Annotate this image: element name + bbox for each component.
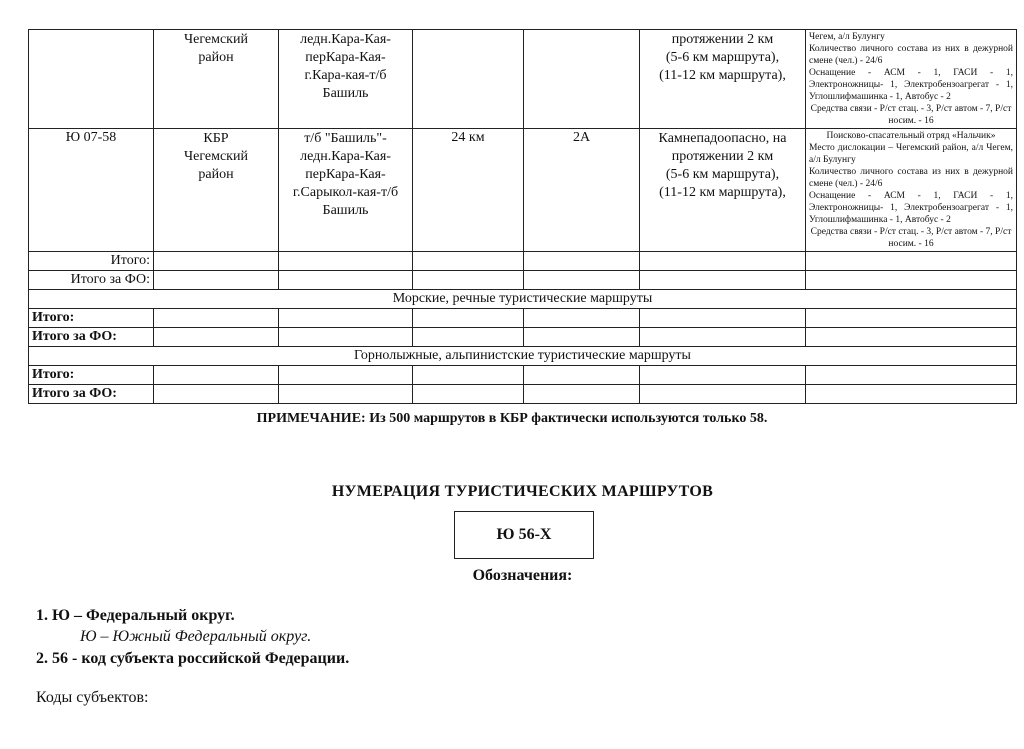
table-row — [29, 309, 1017, 328]
region-cell — [154, 30, 279, 129]
legend-item-2: 2. 56 - код субъекта российской Федерации. — [36, 650, 350, 667]
table-row — [29, 347, 1017, 366]
rescue-comms: Средства связи - Р/ст стац. - 3, Р/ст автом - 7, Р/ст носим. - 16 — [810, 227, 1012, 249]
rescue-cell — [806, 30, 1017, 129]
rescue-comms: Средства связи - Р/ст стац. - 3, Р/ст автом - 7, Р/ст носим. - 16 — [810, 104, 1012, 126]
total-label: Итого: — [29, 252, 154, 271]
route-line: г.Сарыкол-кая-т/б — [292, 185, 399, 200]
section-heading-sea: Морские, речные туристические маршруты — [29, 290, 1017, 309]
legend-item-1-detail: Ю – Южный Федеральный округ. — [80, 628, 312, 645]
route-line: ледн.Кара-Кая- — [300, 32, 391, 47]
region-line: Чегемский — [184, 149, 248, 164]
total-label: Итого: — [29, 366, 154, 385]
category-cell — [524, 30, 640, 129]
rescue-line: Количество личного состава из них в дежурной смене (чел.) - 24/6 — [809, 167, 1013, 189]
code-cell — [29, 30, 154, 129]
hazard-line: (11-12 км маршрута), — [659, 68, 786, 83]
rescue-org: Поисково-спасательный отряд «Нальчик» — [826, 131, 996, 141]
code-cell: Ю 07-58 — [29, 129, 154, 252]
hazard-cell — [640, 30, 806, 129]
route-line: перКара-Кая- — [305, 50, 386, 65]
table-row — [29, 252, 1017, 271]
table-row — [29, 290, 1017, 309]
category-cell: 2А — [524, 129, 640, 252]
route-line: Башиль — [322, 86, 369, 101]
rescue-head: Чегем, а/л Булунгу — [809, 32, 885, 42]
hazard-line: протяжении 2 км — [671, 149, 774, 164]
rescue-cell — [806, 129, 1017, 252]
route-line: ледн.Кара-Кая- — [300, 149, 391, 164]
section-heading-ski: Горнолыжные, альпинистские туристические маршруты — [29, 347, 1017, 366]
rescue-location: Место дислокации – Чегемский район, а/л Чегем, а/л Булунгу — [809, 143, 1013, 165]
table-row — [29, 30, 1017, 129]
note-text: ПРИМЕЧАНИЕ: Из 500 маршрутов в КБР фактически используются только 58. — [256, 411, 768, 426]
total-label: Итого: — [29, 309, 154, 328]
hazard-line: (5-6 км маршрута), — [665, 167, 780, 182]
rescue-line: Оснащение - АСМ - 1, ГАСИ - 1, Электроножницы- 1, Электробензоагрегат - 1, Углошлифмашинка - 1, Автобус - 2 — [809, 191, 1013, 225]
table-row — [29, 366, 1017, 385]
route-line: т/б "Башиль"- — [304, 131, 387, 146]
hazard-line: (11-12 км маршрута), — [659, 185, 786, 200]
rescue-line: Количество личного состава из них в дежурной смене (чел.) - 24/6 — [809, 44, 1013, 66]
length-cell — [413, 30, 524, 129]
hazard-line: (5-6 км маршрута), — [665, 50, 780, 65]
legend-title: Обозначения: — [472, 567, 573, 584]
length-cell: 24 км — [413, 129, 524, 252]
legend-item-1: 1. Ю – Федеральный округ. — [36, 607, 235, 624]
hazard-cell — [640, 129, 806, 252]
region-line: Чегемский — [184, 32, 248, 47]
table-row — [29, 385, 1017, 404]
code-example-box — [454, 511, 594, 559]
hazard-line: протяжении 2 км — [671, 32, 774, 47]
route-line: г.Кара-кая-т/б — [304, 68, 387, 83]
region-line: район — [198, 167, 234, 182]
table-row — [29, 328, 1017, 347]
code-example: Ю 56-Х — [496, 526, 552, 543]
region-cell — [154, 129, 279, 252]
total-fo-label: Итого за ФО: — [29, 271, 154, 290]
route-line: Башиль — [322, 203, 369, 218]
rescue-line: Оснащение - АСМ - 1, ГАСИ - 1, Электроножницы- 1, Электробензоагрегат - 1, Углошлифмашинка - 1, Автобус - 2 — [809, 68, 1013, 102]
total-fo-label: Итого за ФО: — [29, 328, 154, 347]
total-fo-label: Итого за ФО: — [29, 385, 154, 404]
numbering-title: НУМЕРАЦИЯ ТУРИСТИЧЕСКИХ МАРШРУТОВ — [331, 483, 714, 500]
routes-table — [28, 29, 1017, 404]
hazard-line: Камнепадоопасно, на — [658, 131, 787, 146]
route-cell — [279, 30, 413, 129]
subject-codes-label: Коды субъектов: — [36, 689, 149, 706]
region-line: КБР — [203, 131, 229, 146]
route-cell — [279, 129, 413, 252]
route-line: перКара-Кая- — [305, 167, 386, 182]
table-row — [29, 271, 1017, 290]
region-line: район — [198, 50, 234, 65]
table-row — [29, 129, 1017, 252]
